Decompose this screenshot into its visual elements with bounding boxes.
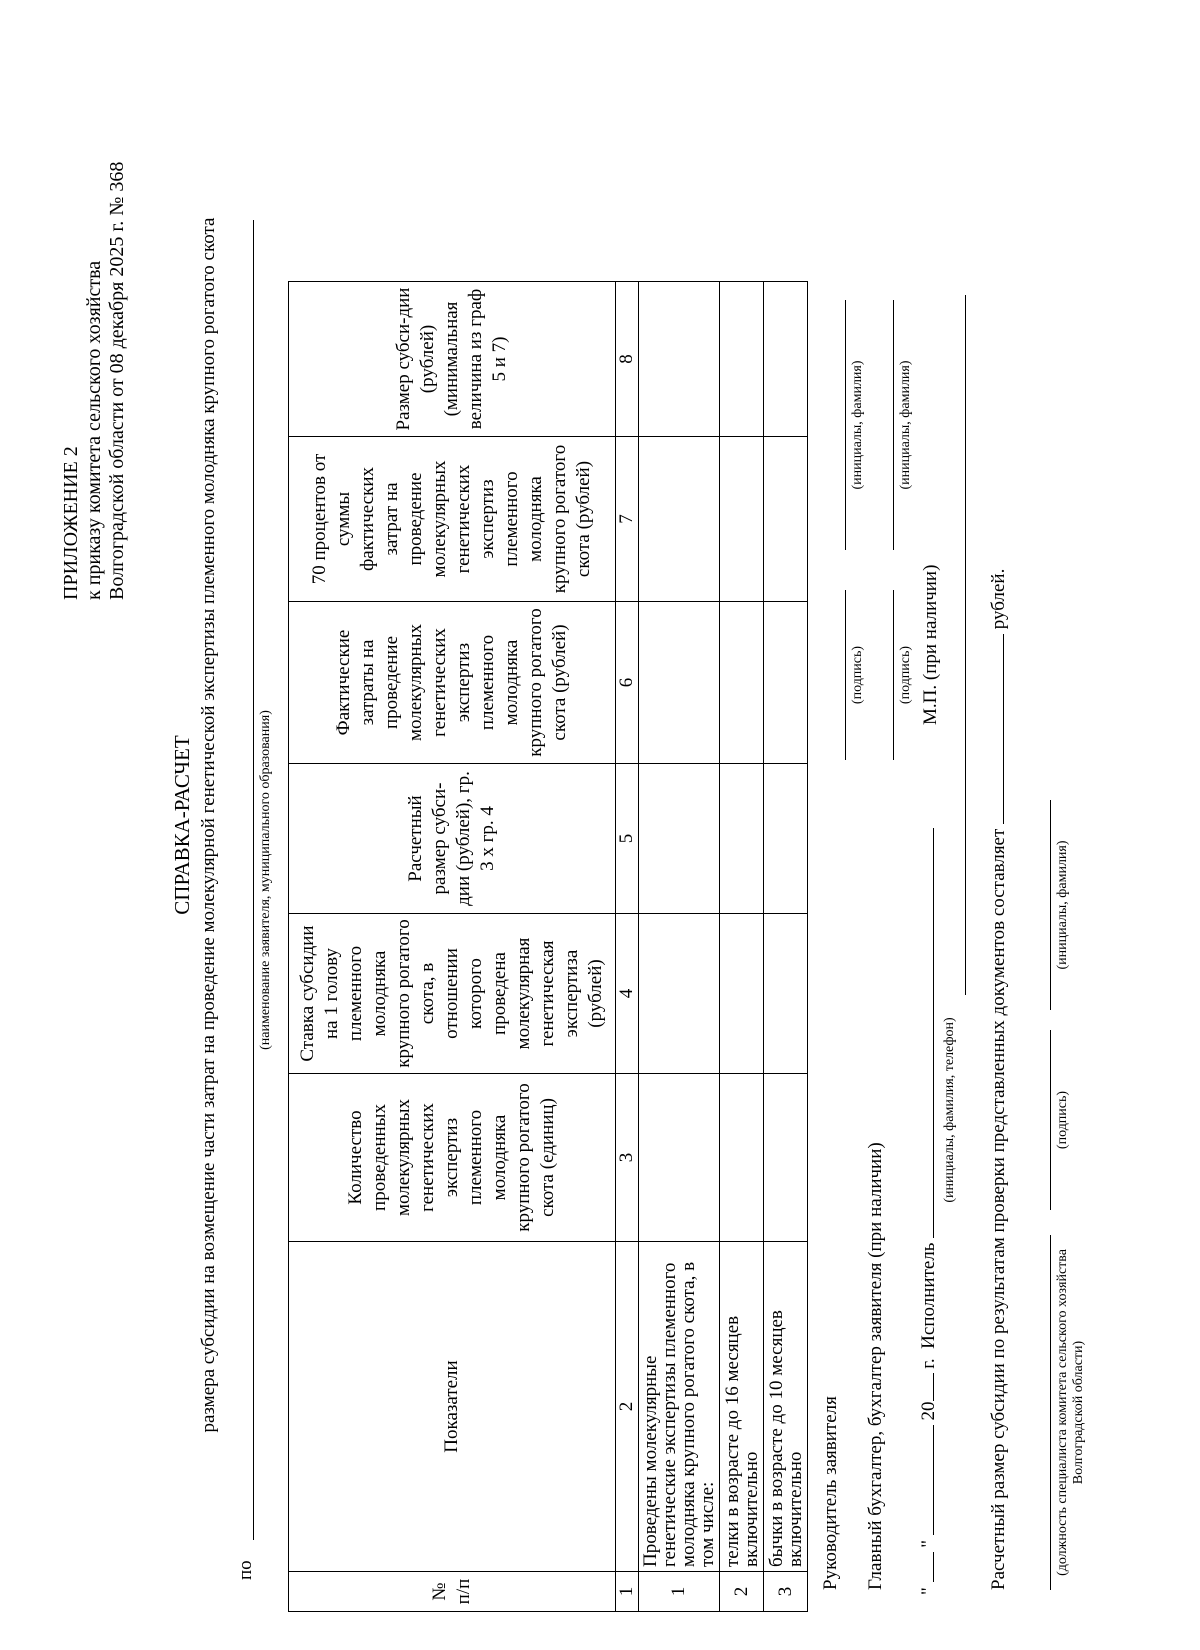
applicant-line — [253, 220, 254, 1540]
accountant-name-caption: (инициалы, фамилия) — [898, 360, 913, 490]
column-number: 7 — [616, 437, 639, 602]
date-quote-close: " — [918, 1539, 939, 1548]
table-cell[interactable] — [764, 282, 808, 437]
column-number: 4 — [616, 914, 639, 1074]
accountant-signature-label: Главный бухгалтер, бухгалтер заявителя (при наличии) — [865, 1142, 886, 1590]
document-subtitle: размера субсидии на возмещение части затрат на проведение молекулярной генетической экспертизы племенного молодняка крупного рогатого скота — [198, 217, 219, 1433]
document-title: СПРАВКА-РАСЧЕТ — [170, 735, 194, 915]
table-cell[interactable] — [639, 602, 720, 764]
total-row — [988, 569, 1010, 1590]
header-cell: Показатели — [289, 1242, 616, 1572]
column-number: 8 — [616, 282, 639, 437]
position-caption: (должность специалиста комитета сельского хозяйства Волгоградской области) — [1055, 1249, 1086, 1576]
table-cell[interactable] — [639, 282, 720, 437]
header-cell: Количество проведенных молекулярных генетических экспертиз племенного молодняка крупного рогатого скота (единиц) — [289, 1074, 616, 1242]
table-cell[interactable] — [720, 602, 764, 764]
column-number-row — [616, 282, 639, 1612]
table-cell[interactable] — [639, 1074, 720, 1242]
row-label: телки в возрасте до 16 месяцев включительно — [720, 1242, 764, 1572]
header-cell: Расчетный размер субси-дии (рублей), гр. 3 х гр. 4 — [289, 764, 616, 914]
executor-field[interactable] — [933, 828, 934, 1238]
header-cell: Размер субси-дии (рублей) (минимальная величина из граф 5 и 7) — [289, 282, 616, 437]
executor-caption: (инициалы, фамилия, телефон) — [942, 1017, 957, 1203]
header-cell: Фактические затраты на проведение молекулярных генетических экспертиз племенного молодняка крупного рогатого скота (рублей) — [289, 602, 616, 764]
date-quote-open: " — [918, 1587, 939, 1595]
head-sign-caption: (подпись) — [850, 645, 865, 705]
table-cell[interactable] — [720, 282, 764, 437]
row-number: 1 — [639, 1572, 720, 1612]
column-number: 3 — [616, 1074, 639, 1242]
row-number: 3 — [764, 1572, 808, 1612]
date-year-suffix: г. — [918, 1358, 939, 1369]
table-cell[interactable] — [639, 437, 720, 602]
specialist-name-line[interactable] — [1050, 800, 1051, 1010]
date-year-prefix: 20 — [918, 1401, 939, 1421]
accountant-sign-caption: (подпись) — [898, 645, 913, 705]
applicant-prefix: по — [235, 1560, 256, 1580]
column-number: 2 — [616, 1242, 639, 1572]
total-text: Расчетный размер субсидии по результатам проверки представленных документов составляет — [988, 828, 1009, 1590]
table-cell[interactable] — [764, 602, 808, 764]
header-cell: № п/п — [289, 1572, 616, 1612]
head-name-line[interactable] — [845, 300, 846, 550]
column-number: 6 — [616, 602, 639, 764]
accountant-name-line[interactable] — [893, 300, 894, 550]
table-cell[interactable] — [639, 914, 720, 1074]
executor-label: Исполнитель — [918, 1242, 939, 1349]
row-number: 2 — [720, 1572, 764, 1612]
table-cell[interactable] — [720, 764, 764, 914]
column-number: 5 — [616, 764, 639, 914]
table-header-row — [289, 282, 616, 1612]
accountant-sign-line[interactable] — [893, 590, 894, 760]
date-day-field[interactable] — [933, 1552, 934, 1582]
table-cell[interactable] — [720, 437, 764, 602]
head-sign-line[interactable] — [845, 590, 846, 760]
specialist-sign-line[interactable] — [1050, 1030, 1051, 1210]
table-cell[interactable] — [720, 1074, 764, 1242]
applicant-caption: (наименование заявителя, муниципального образования) — [258, 710, 273, 1050]
appendix-line-3: Волгоградской области от 08 декабря 2025 г. № 368 — [106, 161, 128, 600]
position-line[interactable] — [1050, 1235, 1051, 1590]
date-month-field[interactable] — [933, 1425, 934, 1535]
table-cell[interactable] — [764, 914, 808, 1074]
column-number: 1 — [616, 1572, 639, 1612]
specialist-name-caption: (инициалы, фамилия) — [1055, 840, 1070, 970]
appendix-title: ПРИЛОЖЕНИЕ 2 — [60, 446, 82, 600]
head-name-caption: (инициалы, фамилия) — [850, 360, 865, 490]
date-executor-row — [918, 828, 940, 1595]
table-row — [720, 282, 764, 1612]
head-signature-label: Руководитель заявителя — [820, 1396, 841, 1590]
header-cell: Ставка субсидии на 1 голову племенного молодняка крупного рогатого скота, в отношении которого проведена молекулярная генетическая экспертиза (рублей) — [289, 914, 616, 1074]
table-cell[interactable] — [639, 764, 720, 914]
total-amount-field[interactable] — [1003, 634, 1004, 824]
appendix-line-2: к приказу комитета сельского хозяйства — [83, 260, 105, 600]
header-cell: 70 процентов от суммы фактических затрат на проведение молекулярных генетических экспертиз племенного молодняка крупного рогатого скота (рублей) — [289, 437, 616, 602]
total-unit: рублей. — [988, 568, 1009, 630]
table-row — [639, 282, 720, 1612]
row-label: бычки в возрасте до 10 месяцев включительно — [764, 1242, 808, 1572]
table-cell[interactable] — [720, 914, 764, 1074]
table-cell[interactable] — [764, 764, 808, 914]
table-cell[interactable] — [764, 1074, 808, 1242]
row-label: Проведены молекулярные генетические экспертизы племенного молодняка крупного рогатого скота, в том числе: — [639, 1242, 720, 1572]
table-cell[interactable] — [764, 437, 808, 602]
separator-line — [965, 295, 966, 995]
appendix-header — [60, 162, 129, 600]
table-row — [764, 282, 808, 1612]
date-year-field[interactable] — [933, 1373, 934, 1401]
specialist-sign-caption: (подпись) — [1055, 1090, 1070, 1150]
stamp-label: М.П. (при наличии) — [920, 564, 941, 725]
calculation-table — [288, 281, 808, 1612]
